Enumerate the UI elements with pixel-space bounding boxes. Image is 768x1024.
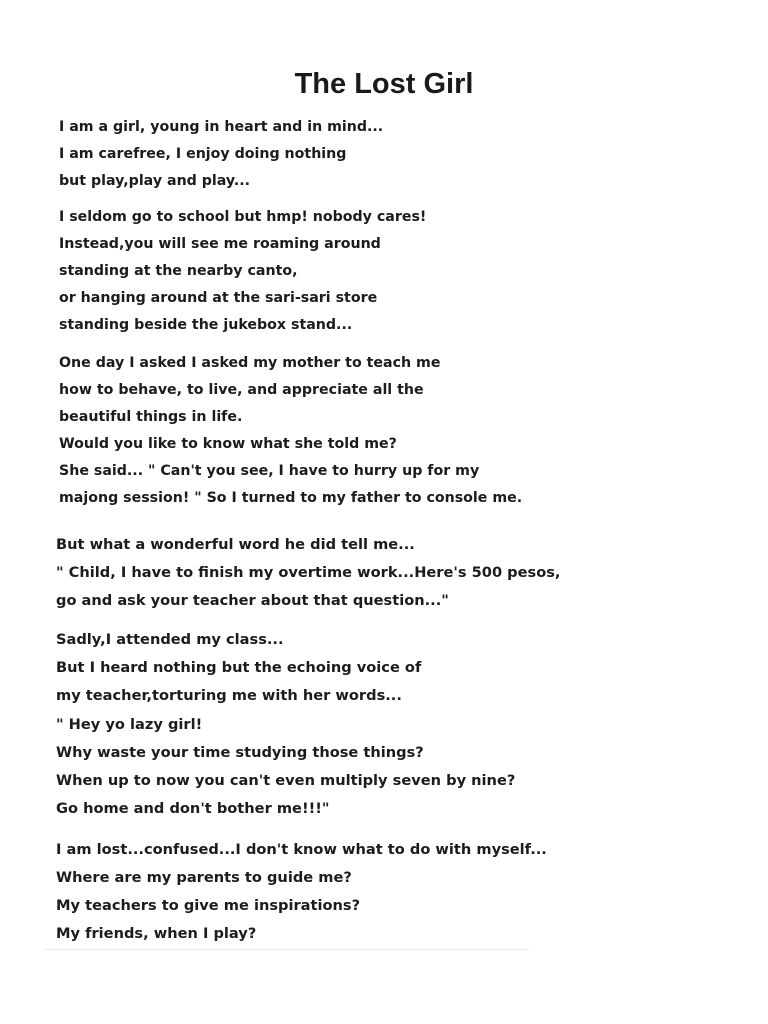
poem-line: When up to now you can't even multiply seven by nine?	[56, 772, 516, 790]
poem-line: But I heard nothing but the echoing voice of	[56, 659, 422, 677]
stanza-4	[56, 531, 560, 615]
stanza-5	[56, 626, 515, 823]
stanza-2	[59, 204, 426, 339]
poem-line: She said... " Can't you see, I have to hurry up for my	[59, 463, 480, 479]
poem-line: my teacher,torturing me with her words...	[56, 687, 402, 705]
poem-line: Where are my parents to guide me?	[56, 869, 352, 886]
poem-title: The Lost Girl	[294, 68, 474, 100]
poem-line: I seldom go to school but hmp! nobody cares!	[59, 209, 427, 225]
poem-line: My friends, when I play?	[56, 925, 257, 942]
poem-line: beautiful things in life.	[59, 409, 243, 425]
poem-line: But what a wonderful word he did tell me...	[56, 536, 415, 553]
stanza-1	[59, 114, 383, 195]
poem-line: majong session! " So I turned to my father to console me.	[59, 490, 523, 506]
poem-line: but play,play and play...	[59, 173, 251, 189]
poem-line: standing at the nearby canto,	[59, 263, 298, 279]
poem-line: standing beside the jukebox stand...	[59, 317, 353, 333]
poem-line: My teachers to give me inspirations?	[56, 897, 361, 914]
poem-line: One day I asked I asked my mother to teach me	[59, 355, 441, 371]
poem-line: or hanging around at the sari-sari store	[59, 290, 378, 306]
stanza-6	[56, 836, 547, 948]
poem-line: Would you like to know what she told me?	[59, 436, 397, 452]
poem-line: Go home and don't bother me!!!"	[56, 800, 330, 818]
stanza-3	[59, 350, 522, 512]
poem-line: " Child, I have to finish my overtime work...Here's 500 pesos,	[56, 564, 561, 581]
poem-line: " Hey yo lazy girl!	[56, 715, 203, 733]
poem-line: how to behave, to live, and appreciate all the	[59, 382, 424, 398]
poem-line: go and ask your teacher about that question..."	[56, 592, 449, 609]
bottom-divider	[45, 949, 529, 950]
poem-line: Why waste your time studying those things?	[56, 743, 424, 761]
poem-line: Sadly,I attended my class...	[56, 631, 284, 648]
poem-line: I am carefree, I enjoy doing nothing	[59, 146, 347, 162]
poem-line: Instead,you will see me roaming around	[59, 236, 381, 252]
poem-line: I am a girl, young in heart and in mind...	[59, 119, 384, 135]
poem-line: I am lost...confused...I don't know what to do with myself...	[56, 841, 547, 858]
